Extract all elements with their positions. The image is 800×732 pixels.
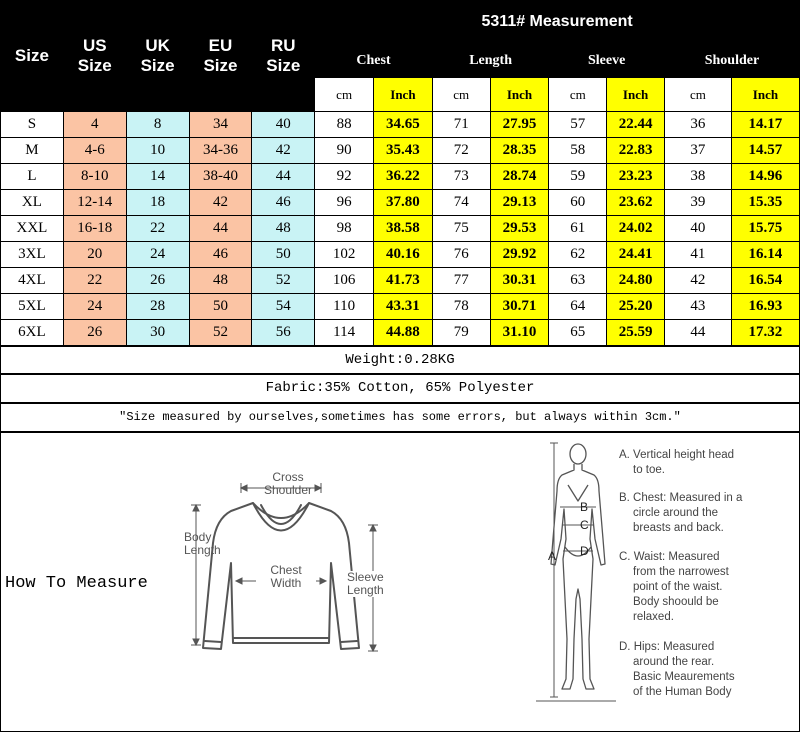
body-letter-b: B [580, 500, 589, 514]
weight-note: Weight:0.28KG [0, 346, 800, 374]
body-letter-d: D [580, 544, 589, 558]
cell-chest-inch: 40.16 [374, 242, 433, 268]
cell-length-cm: 78 [432, 294, 490, 320]
cell-sleeve-cm: 61 [549, 216, 607, 242]
cell-shoulder-inch: 16.54 [731, 268, 799, 294]
table-row [1, 268, 800, 294]
cell-sleeve-cm: 57 [549, 112, 607, 138]
cell-length-cm: 73 [432, 164, 490, 190]
cell-shoulder-cm: 38 [664, 164, 731, 190]
cell-sleeve-inch: 24.02 [607, 216, 665, 242]
cell-size: L [1, 164, 64, 190]
cell-length-inch: 27.95 [490, 112, 549, 138]
cell-sleeve-cm: 64 [549, 294, 607, 320]
cell-length-inch: 30.71 [490, 294, 549, 320]
cell-us-size: 24 [63, 294, 126, 320]
cell-uk-size: 8 [126, 112, 189, 138]
cell-us-size: 22 [63, 268, 126, 294]
cell-eu-size: 38-40 [189, 164, 252, 190]
cell-shoulder-inch: 17.32 [731, 320, 799, 346]
cell-ru-size: 50 [252, 242, 315, 268]
cell-shoulder-cm: 39 [664, 190, 731, 216]
cell-shoulder-inch: 15.35 [731, 190, 799, 216]
header-length: Length [432, 44, 549, 78]
cell-length-inch: 30.31 [490, 268, 549, 294]
header-sleeve: Sleeve [549, 44, 665, 78]
cell-chest-cm: 110 [315, 294, 374, 320]
cell-sleeve-inch: 23.23 [607, 164, 665, 190]
cell-length-cm: 75 [432, 216, 490, 242]
header-ru-size: RU Size [252, 1, 315, 112]
cell-sleeve-cm: 65 [549, 320, 607, 346]
cell-sleeve-inch: 22.83 [607, 138, 665, 164]
cell-ru-size: 44 [252, 164, 315, 190]
cell-us-size: 16-18 [63, 216, 126, 242]
body-length-label: Body Length [184, 530, 221, 557]
cell-sleeve-inch: 22.44 [607, 112, 665, 138]
cell-chest-inch: 36.22 [374, 164, 433, 190]
cell-sleeve-inch: 23.62 [607, 190, 665, 216]
cell-chest-inch: 41.73 [374, 268, 433, 294]
measure-instruction-a: A. Vertical height head to toe. [619, 449, 735, 476]
unit-inch: Inch [490, 78, 549, 112]
body-letter-a: A [548, 549, 557, 563]
cell-us-size: 26 [63, 320, 126, 346]
cell-uk-size: 10 [126, 138, 189, 164]
cell-ru-size: 52 [252, 268, 315, 294]
cell-chest-cm: 98 [315, 216, 374, 242]
cell-size: 3XL [1, 242, 64, 268]
header-shoulder: Shoulder [664, 44, 799, 78]
cell-shoulder-inch: 14.17 [731, 112, 799, 138]
cell-chest-cm: 102 [315, 242, 374, 268]
cell-shoulder-cm: 36 [664, 112, 731, 138]
sleeve-length-label: Sleeve Length [347, 570, 384, 597]
cell-eu-size: 50 [189, 294, 252, 320]
cell-shoulder-cm: 40 [664, 216, 731, 242]
cell-ru-size: 56 [252, 320, 315, 346]
header-eu-size: EU Size [189, 1, 252, 112]
cell-length-inch: 28.74 [490, 164, 549, 190]
fabric-note: Fabric:35% Cotton, 65% Polyester [0, 374, 800, 403]
cell-chest-cm: 90 [315, 138, 374, 164]
cell-size: 4XL [1, 268, 64, 294]
table-row [1, 138, 800, 164]
cell-length-cm: 76 [432, 242, 490, 268]
cell-sleeve-inch: 25.20 [607, 294, 665, 320]
cell-sleeve-inch: 25.59 [607, 320, 665, 346]
cell-shoulder-cm: 42 [664, 268, 731, 294]
unit-inch: Inch [607, 78, 665, 112]
table-row [1, 164, 800, 190]
cell-ru-size: 40 [252, 112, 315, 138]
cell-shoulder-inch: 16.14 [731, 242, 799, 268]
cell-shoulder-inch: 14.57 [731, 138, 799, 164]
cell-shoulder-inch: 15.75 [731, 216, 799, 242]
cell-sleeve-cm: 62 [549, 242, 607, 268]
cell-ru-size: 54 [252, 294, 315, 320]
cell-eu-size: 34-36 [189, 138, 252, 164]
table-title: 5311# Measurement [315, 1, 800, 44]
how-to-measure-title: How To Measure [5, 574, 148, 593]
cell-length-cm: 77 [432, 268, 490, 294]
cell-sleeve-cm: 63 [549, 268, 607, 294]
cell-sleeve-cm: 59 [549, 164, 607, 190]
body-letter-c: C [580, 518, 589, 532]
cell-eu-size: 52 [189, 320, 252, 346]
cell-ru-size: 48 [252, 216, 315, 242]
cell-size: XL [1, 190, 64, 216]
cell-us-size: 20 [63, 242, 126, 268]
size-chart-table [0, 0, 800, 346]
header-us-size: US Size [63, 1, 126, 112]
cell-length-cm: 79 [432, 320, 490, 346]
cell-sleeve-cm: 60 [549, 190, 607, 216]
unit-cm: cm [315, 78, 374, 112]
cell-length-inch: 28.35 [490, 138, 549, 164]
cell-chest-inch: 35.43 [374, 138, 433, 164]
cell-shoulder-cm: 37 [664, 138, 731, 164]
unit-inch: Inch [374, 78, 433, 112]
table-row [1, 190, 800, 216]
header-chest: Chest [315, 44, 433, 78]
cell-eu-size: 34 [189, 112, 252, 138]
cell-shoulder-cm: 43 [664, 294, 731, 320]
cell-length-cm: 71 [432, 112, 490, 138]
cell-length-inch: 29.53 [490, 216, 549, 242]
cross-shoulder-label: Cross Shoulder [263, 470, 313, 497]
chest-width-label: Chest Width [256, 564, 316, 590]
cell-us-size: 4-6 [63, 138, 126, 164]
cell-us-size: 8-10 [63, 164, 126, 190]
cell-eu-size: 44 [189, 216, 252, 242]
cell-ru-size: 42 [252, 138, 315, 164]
measure-instruction-c: C. Waist: Measured from the narrowest point of the waist. Body shoould be relaxed. [619, 551, 729, 623]
header-size: Size [1, 1, 64, 112]
cell-uk-size: 24 [126, 242, 189, 268]
cell-chest-inch: 34.65 [374, 112, 433, 138]
cell-shoulder-cm: 44 [664, 320, 731, 346]
measure-instruction-b: B. Chest: Measured in a circle around the breasts and back. [619, 492, 743, 534]
unit-cm: cm [664, 78, 731, 112]
unit-cm: cm [549, 78, 607, 112]
cell-sleeve-inch: 24.80 [607, 268, 665, 294]
cell-uk-size: 18 [126, 190, 189, 216]
cell-size: 6XL [1, 320, 64, 346]
table-row [1, 320, 800, 346]
cell-us-size: 12-14 [63, 190, 126, 216]
cell-chest-cm: 106 [315, 268, 374, 294]
cell-size: 5XL [1, 294, 64, 320]
cell-eu-size: 48 [189, 268, 252, 294]
cell-eu-size: 42 [189, 190, 252, 216]
unit-inch: Inch [731, 78, 799, 112]
table-row [1, 216, 800, 242]
cell-uk-size: 22 [126, 216, 189, 242]
cell-uk-size: 26 [126, 268, 189, 294]
measure-instruction-d: D. Hips: Measured around the rear. Basic Meaurements of the Human Body [619, 641, 735, 698]
header-uk-size: UK Size [126, 1, 189, 112]
unit-cm: cm [432, 78, 490, 112]
cell-us-size: 4 [63, 112, 126, 138]
cell-sleeve-inch: 24.41 [607, 242, 665, 268]
cell-length-inch: 29.13 [490, 190, 549, 216]
cell-uk-size: 30 [126, 320, 189, 346]
cell-chest-inch: 37.80 [374, 190, 433, 216]
how-to-measure-panel [0, 432, 800, 732]
cell-length-cm: 74 [432, 190, 490, 216]
cell-chest-cm: 92 [315, 164, 374, 190]
cell-length-inch: 31.10 [490, 320, 549, 346]
cell-size: M [1, 138, 64, 164]
cell-chest-cm: 114 [315, 320, 374, 346]
cell-size: XXL [1, 216, 64, 242]
cell-uk-size: 14 [126, 164, 189, 190]
cell-shoulder-cm: 41 [664, 242, 731, 268]
cell-shoulder-inch: 16.93 [731, 294, 799, 320]
cell-chest-cm: 96 [315, 190, 374, 216]
cell-chest-cm: 88 [315, 112, 374, 138]
cell-shoulder-inch: 14.96 [731, 164, 799, 190]
cell-chest-inch: 43.31 [374, 294, 433, 320]
table-row [1, 242, 800, 268]
body-diagram [536, 439, 616, 707]
cell-length-cm: 72 [432, 138, 490, 164]
cell-ru-size: 46 [252, 190, 315, 216]
cell-chest-inch: 38.58 [374, 216, 433, 242]
cell-size: S [1, 112, 64, 138]
cell-uk-size: 28 [126, 294, 189, 320]
table-row [1, 112, 800, 138]
cell-eu-size: 46 [189, 242, 252, 268]
cell-chest-inch: 44.88 [374, 320, 433, 346]
table-row [1, 294, 800, 320]
disclaimer-note: "Size measured by ourselves,sometimes has some errors, but always within 3cm." [0, 403, 800, 432]
cell-sleeve-cm: 58 [549, 138, 607, 164]
cell-length-inch: 29.92 [490, 242, 549, 268]
